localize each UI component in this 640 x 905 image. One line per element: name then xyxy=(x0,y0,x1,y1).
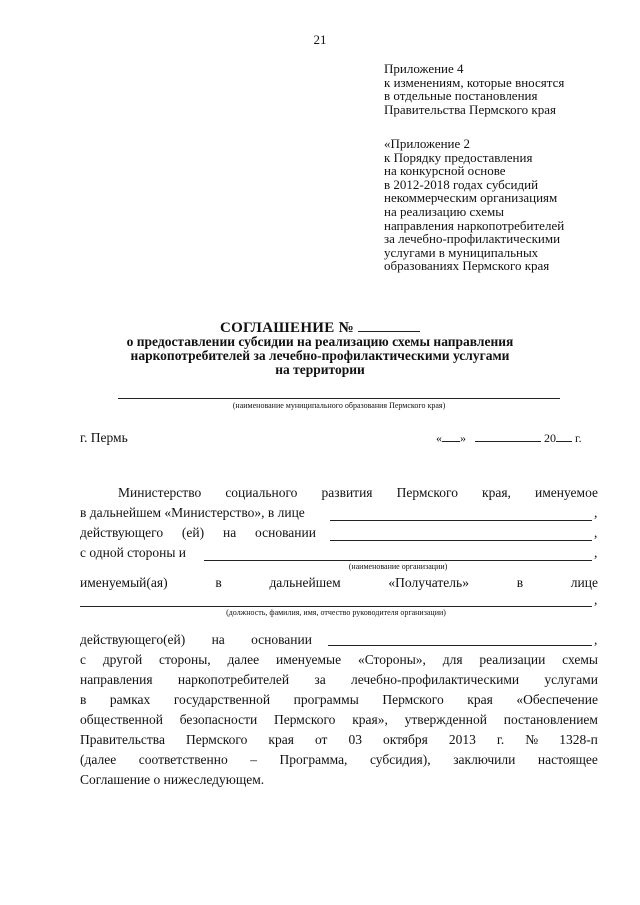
head-caption: (должность, фамилия, имя, отчество руководителя организации) xyxy=(226,608,446,617)
word: 03 xyxy=(348,732,362,747)
word: Министерство xyxy=(118,485,202,500)
word: основании xyxy=(255,525,316,540)
word: № xyxy=(525,732,539,747)
word: реализации xyxy=(479,652,546,667)
word: «Обеспечение xyxy=(516,692,598,707)
appendix-4-header xyxy=(384,62,564,116)
word: утвержденной xyxy=(404,712,487,727)
appendix-line: Правительства Пермского края xyxy=(384,101,556,117)
word: именуемые xyxy=(275,652,342,667)
word: Пермского xyxy=(185,732,248,747)
word: общественной xyxy=(80,712,163,727)
appendix-line: Приложение 4 xyxy=(384,61,464,76)
date-year-prefix: 20 xyxy=(544,431,556,445)
word: края xyxy=(268,732,294,747)
word: на xyxy=(222,525,237,540)
word: субсидия), xyxy=(369,752,431,767)
date-day-blank xyxy=(442,430,460,442)
para-line-2 xyxy=(80,672,598,688)
word: развития xyxy=(321,485,373,500)
basis-blank xyxy=(330,540,592,541)
appendix-line: «Приложение 2 xyxy=(384,136,471,151)
word: края», xyxy=(352,712,388,727)
comma: , xyxy=(594,525,598,540)
word: Правительства xyxy=(80,732,165,747)
word: 2013 xyxy=(448,732,476,747)
head-blank xyxy=(80,606,592,607)
date-field xyxy=(436,430,582,446)
subtitle-line: наркопотребителей за лечебно-профилактическими услугами xyxy=(130,348,510,363)
date-quote-open: « xyxy=(436,431,442,445)
appendix-line: в 2012-2018 годах субсидий xyxy=(384,176,539,192)
body-line-6 xyxy=(80,632,312,648)
appendix-line: на конкурсной основе xyxy=(384,163,506,179)
subtitle-line: на территории xyxy=(275,362,365,377)
appendix-line: направления наркопотребителей xyxy=(384,217,565,233)
word: «Получатель» xyxy=(388,575,469,590)
word: Пермского xyxy=(382,692,444,707)
appendix-line: к Порядку предоставления xyxy=(384,149,533,165)
appendix-line: на реализацию схемы xyxy=(384,203,505,219)
appendix-line: в отдельные постановления xyxy=(384,88,538,104)
word: Программа, xyxy=(279,752,348,767)
word: социального xyxy=(225,485,298,500)
word: далее xyxy=(227,652,260,667)
municipality-caption: (наименование муниципального образования Пермского края) xyxy=(232,401,446,410)
word: октября xyxy=(382,732,428,747)
word: действующего(ей) xyxy=(80,632,186,647)
word: наркопотребителей xyxy=(177,672,290,687)
word: (ей) xyxy=(181,525,205,540)
word: основании xyxy=(251,632,312,647)
comma: , xyxy=(594,505,598,520)
word: дальнейшем xyxy=(269,575,341,590)
word: услугами xyxy=(544,672,598,687)
word: в xyxy=(215,575,222,590)
word: для xyxy=(442,652,463,667)
word: «Стороны», xyxy=(357,652,426,667)
para-line-1 xyxy=(80,652,598,668)
appendix-2-header xyxy=(384,137,564,273)
word: – xyxy=(250,752,257,767)
date-quote-close: » xyxy=(460,431,466,445)
page-number: 21 xyxy=(313,32,327,47)
representative-blank xyxy=(330,520,592,521)
para-line-3 xyxy=(80,692,598,708)
word: края, xyxy=(482,485,511,500)
appendix-line: к изменениям, которые вносятся xyxy=(384,74,565,90)
body-line-1 xyxy=(118,485,598,501)
word: направления xyxy=(80,672,153,687)
comma: , xyxy=(594,592,598,607)
word: в xyxy=(80,692,87,707)
word: с xyxy=(80,652,86,667)
appendix-line: некоммерческим организациям xyxy=(384,190,558,206)
word: именуемое xyxy=(535,485,598,500)
word: соответственно xyxy=(138,752,228,767)
appendix-line: образованиях Пермского края xyxy=(384,258,550,274)
body-line-2: в дальнейшем «Министерство», в лице xyxy=(80,505,305,520)
word: постановлением xyxy=(503,712,598,727)
para-last-line: Соглашение о нижеследующем. xyxy=(80,772,265,787)
word: Пермского xyxy=(274,712,336,727)
date-month-blank xyxy=(475,430,541,442)
word: именуемый(ая) xyxy=(80,575,168,590)
organization-blank xyxy=(204,560,592,561)
agreement-title-text: СОГЛАШЕНИЕ № xyxy=(219,320,354,336)
word: действующего xyxy=(80,525,164,540)
body-line-4: с одной стороны и xyxy=(80,545,187,560)
para-line-6 xyxy=(80,752,598,768)
word: (далее xyxy=(80,752,117,767)
word: безопасности xyxy=(179,712,258,727)
subtitle-line: о предоставлении субсидии на реализацию схемы направления xyxy=(126,334,514,349)
appendix-line: услугами в муниципальных xyxy=(384,244,539,260)
date-year-suffix: г. xyxy=(575,431,582,445)
city: г. Пермь xyxy=(80,430,128,445)
word: за xyxy=(314,672,326,687)
word: государственной xyxy=(173,692,271,707)
body-line-5 xyxy=(80,575,598,591)
word: программы xyxy=(293,692,359,707)
word: рамках xyxy=(109,692,151,707)
word: на xyxy=(211,632,225,647)
word: схемы xyxy=(562,652,598,667)
comma: , xyxy=(594,632,598,647)
agreement-subtitle xyxy=(100,335,540,377)
word: настоящее xyxy=(537,752,598,767)
word: заключили xyxy=(453,752,516,767)
para-line-4 xyxy=(80,712,598,728)
word: от xyxy=(314,732,328,747)
word: лице xyxy=(570,575,598,590)
comma: , xyxy=(594,545,598,560)
appendix-line: за лечебно-профилактическими xyxy=(384,231,561,247)
date-year-blank xyxy=(556,430,572,442)
word: другой xyxy=(102,652,143,667)
agreement-number-blank xyxy=(358,320,420,332)
word: края xyxy=(467,692,493,707)
word: 1328-п xyxy=(559,732,598,747)
organization-caption: (наименование организации) xyxy=(348,562,448,571)
body-line-3 xyxy=(80,525,316,541)
word: г. xyxy=(496,732,505,747)
word: стороны, xyxy=(159,652,211,667)
municipality-blank xyxy=(118,398,560,399)
recipient-basis-blank xyxy=(328,645,592,646)
word: Пермского xyxy=(396,485,458,500)
para-line-5 xyxy=(80,732,598,748)
word: в xyxy=(516,575,524,590)
word: лечебно-профилактическими xyxy=(351,672,520,687)
